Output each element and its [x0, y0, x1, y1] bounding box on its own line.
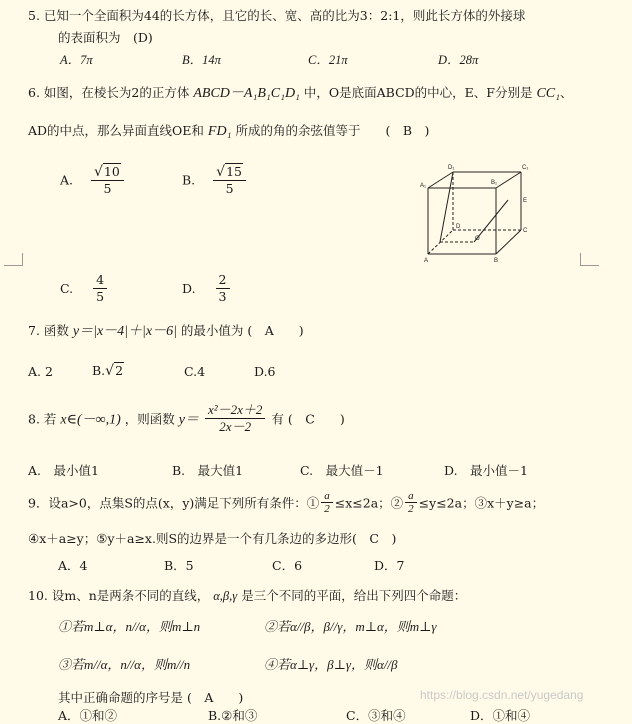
q8-frac-num: x²－2x＋2	[205, 402, 265, 419]
q5-option-a: A．7π	[60, 53, 93, 67]
q6-opt-b-radicand: 15	[226, 164, 242, 179]
q9-frac1-den: 2	[324, 503, 330, 515]
q9-option-b: B．5	[164, 558, 194, 573]
q6-text-c: 、	[560, 85, 573, 100]
q7-line	[28, 320, 304, 340]
q9-option-c: C．6	[272, 558, 303, 573]
q6-option-b: B. $\frac{√15}{5}$	[182, 163, 248, 197]
q9-line2: ④x＋a≥y；⑤y＋a≥x.则S的边界是一个有几条边的多边形( C )	[28, 531, 397, 546]
q10-greek: α,β,γ	[213, 589, 238, 603]
q6-option-d	[182, 272, 232, 305]
q7-option-a: A. 2	[28, 364, 53, 379]
q10-option-d: D．①和④	[470, 708, 531, 723]
q8-mid: ，则函数	[124, 411, 175, 427]
q10-text-a: 10. 设m、n是两条不同的直线，	[28, 588, 210, 603]
q7-option-d: D.6	[254, 364, 276, 379]
cube-figure	[418, 158, 538, 264]
q9-frac2-num: a	[405, 490, 417, 503]
q6-opt-d-num: 2	[216, 272, 230, 289]
fig-label-c: C	[523, 228, 528, 234]
corner-mark-left	[4, 253, 23, 266]
q6-cc1: CC₁	[536, 86, 561, 101]
q6-text-a: 6. 如图，在棱长为2的正方体	[28, 85, 190, 100]
q7-opt-b-label: B.	[92, 363, 106, 378]
q5-option-c: C．21π	[308, 53, 348, 67]
q6-opt-b-label: B.	[182, 172, 196, 188]
q5-line1: 5. 已知一个全面积为44的长方体，且它的长、宽、高的比为3：2:1，则此长方体的外接球	[28, 8, 526, 23]
q7-func: y＝|x－4|＋|x－6|	[72, 324, 177, 339]
q8-option-b: B. 最大值1	[172, 463, 244, 478]
q8-frac-den: 2x－2	[219, 419, 252, 434]
q10-prop4: ④若α⊥γ，β⊥γ，则α//β	[264, 657, 398, 672]
q8-option-a: A. 最小值1	[28, 463, 99, 478]
q8-line	[28, 402, 345, 435]
q8-yeq: y＝	[178, 412, 199, 428]
q6-opt-c-den: 5	[96, 289, 105, 304]
fig-label-b1: B₁	[491, 180, 498, 186]
q7-option-b: B.√2	[92, 363, 124, 379]
q5-option-d: D．28π	[438, 53, 479, 67]
q6-option-a: A. $\frac{√10}{5}$	[60, 163, 126, 197]
fig-label-a1: A₁	[420, 183, 427, 189]
q10-text-b: 是三个不同的平面，给出下列四个命题：	[241, 588, 467, 603]
fig-label-a: A	[424, 258, 429, 264]
q8-option-d: D. 最小值－1	[444, 463, 529, 478]
q9-text-a: 9．设a>0，点集S的点(x，y)满足下列所有条件：①	[28, 495, 320, 511]
q6-opt-a-den: 5	[103, 181, 112, 196]
q7-opt-b-radicand: 2	[115, 363, 124, 378]
fig-label-b: B	[494, 258, 499, 264]
q9-frac2-den: 2	[408, 503, 414, 515]
q6-opt-c-label: C.	[60, 281, 74, 296]
q5-line2: 的表面积为 (D)	[58, 30, 153, 45]
q7-option-c: C.4	[184, 364, 206, 379]
q10-prop3: ③若m//α，n//α，则m//n	[58, 657, 191, 672]
fig-label-d: D	[456, 224, 461, 230]
q6-opt-d-den: 3	[218, 289, 227, 304]
fig-label-e: E	[523, 198, 528, 204]
q8-option-c: C. 最大值－1	[300, 463, 384, 478]
q10-line1	[28, 586, 466, 604]
q6-cube-name: ABCD－A₁B₁C₁D₁	[193, 86, 300, 101]
q9-option-d: D．7	[374, 558, 405, 573]
q10-prop1: ①若m⊥α，n//α，则m⊥n	[58, 619, 201, 634]
q6-text-e: 所成的角的余弦值等于 ( B )	[235, 123, 430, 138]
q6-opt-a-label: A.	[60, 172, 74, 188]
q9-line1	[28, 490, 544, 515]
q6-line1	[28, 82, 573, 102]
q6-text-b: 中，O是底面ABCD的中心，E、F分别是	[303, 85, 533, 100]
q10-option-c: C．③和④	[346, 708, 406, 723]
watermark: https://blog.csdn.net/yugedang	[420, 688, 584, 702]
q6-opt-d-label: D.	[182, 281, 196, 296]
fig-label-d1: D₁	[448, 165, 455, 171]
q5-option-b: B．14π	[182, 53, 221, 67]
q10-ask: 其中正确命题的序号是 ( A )	[58, 690, 244, 705]
q6-text-d: AD的中点，那么异面直线OE和	[28, 123, 204, 138]
q8-cond: x∈(－∞,1)	[60, 412, 121, 428]
q10-prop2: ②若α//β，β//γ，m⊥α，则m⊥γ	[264, 619, 437, 634]
q7-post: 的最小值为 ( A )	[180, 323, 304, 338]
fig-label-c1: C₁	[522, 165, 529, 171]
q6-line2	[28, 121, 429, 140]
q9-option-a: A．4	[58, 558, 88, 573]
q6-fd1: FD₁	[207, 124, 232, 139]
q6-opt-a-radicand: 10	[103, 164, 120, 179]
fig-label-o: O	[475, 236, 480, 242]
q9-frac1-num: a	[321, 490, 333, 503]
q6-opt-c-num: 4	[93, 272, 107, 289]
q10-option-a: A．①和②	[58, 708, 118, 723]
q9-text-b: ≤x≤2a；②	[334, 495, 404, 511]
q7-pre: 7. 函数	[28, 323, 69, 338]
q6-opt-b-den: 5	[225, 181, 234, 196]
q8-pre: 8. 若	[28, 411, 57, 427]
corner-mark-right	[580, 253, 599, 266]
q10-option-b: B.②和③	[208, 708, 258, 723]
q8-post: 有 ( C )	[271, 411, 345, 427]
q9-text-c: ≤y≤2a；③x＋y≥a；	[418, 495, 545, 511]
q6-option-c	[60, 272, 109, 305]
